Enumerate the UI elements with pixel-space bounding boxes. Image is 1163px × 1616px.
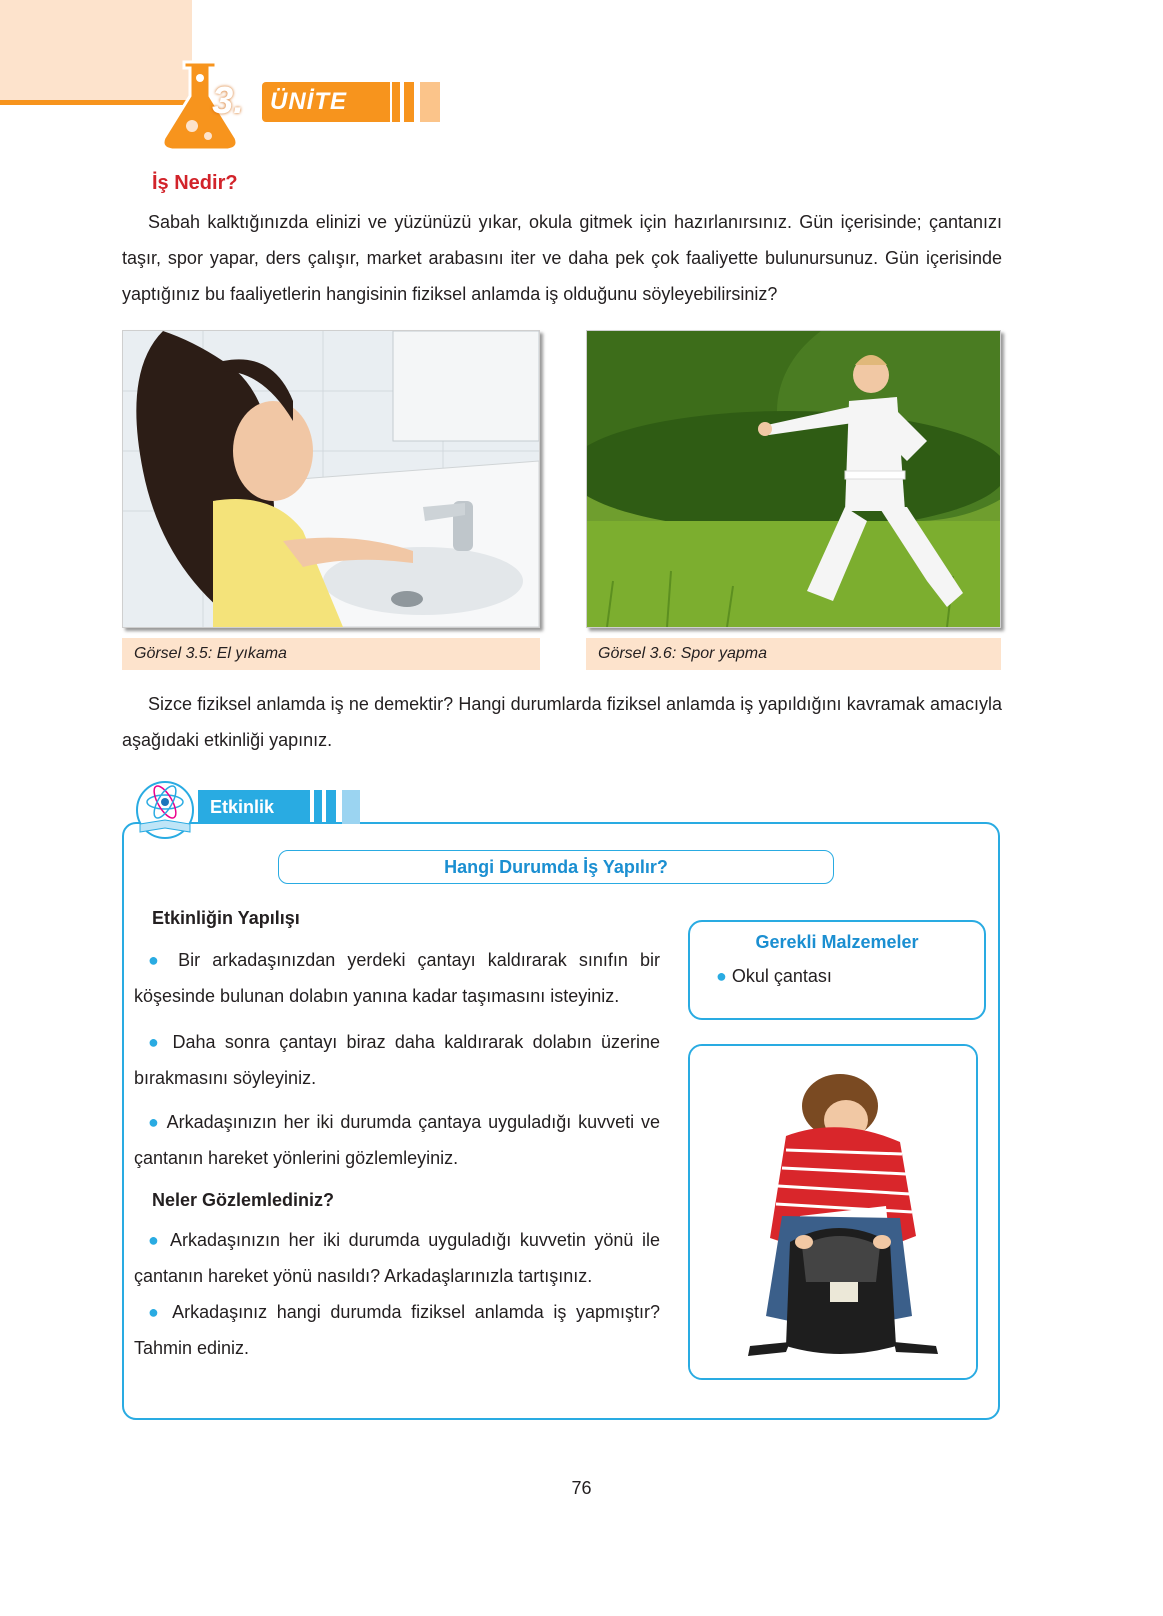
section-title: İş Nedir? — [152, 172, 238, 194]
page-number: 76 — [571, 1478, 592, 1498]
bullet-icon: ● — [148, 1302, 164, 1322]
bullet-icon: ● — [148, 950, 166, 970]
atom-book-icon — [128, 780, 202, 840]
unit-stripe — [420, 82, 440, 122]
activity-stripe — [314, 790, 322, 824]
unit-stripe — [392, 82, 400, 122]
procedure-heading: Etkinliğin Yapılışı — [152, 908, 300, 928]
unit-stripe — [404, 82, 414, 122]
unit-number: 3. — [212, 80, 244, 122]
figure-caption: Görsel 3.6: Spor yapma — [586, 638, 1001, 670]
question-paragraph: Sizce fiziksel anlamda iş ne demektir? Hangi durumlarda fiziksel anlamda iş yapıldığını kavramak amacıyla aşağıdaki etkinliği yapınız. — [122, 694, 1002, 750]
intro-paragraph: Sabah kalktığınızda elinizi ve yüzünüzü yıkar, okula gitmek için hazırlanırsınız. Gün içerisinde; çantanızı taşır, spor yapar, ders çalışır, market arabasını iter ve daha pek çok faaliyette bulunursunuz. Gün içerisinde yaptığınız bu faaliyetlerin hangisinin fiziksel anlamda iş olduğunu söyleyebilirsiniz? — [122, 212, 1002, 304]
observation-heading: Neler Gözlemlediniz? — [152, 1190, 335, 1210]
materials-item: ● Okul çantası — [716, 966, 832, 986]
bullet-icon: ● — [148, 1112, 161, 1132]
procedure-step: ● Arkadaşınızın her iki durumda çantaya uyguladığı kuvveti ve çantanın hareket yönlerini gözlemleyiniz. — [134, 1112, 661, 1168]
unit-label: ÜNİTE — [270, 88, 347, 115]
bullet-icon: ● — [716, 966, 727, 986]
activity-stripe — [326, 790, 336, 824]
figure-caption: Görsel 3.5: El yıkama — [122, 638, 540, 670]
activity-tab: Etkinlik — [198, 790, 310, 824]
bullet-icon: ● — [148, 1230, 163, 1250]
observation-item: ● Arkadaşınızın her iki durumda uyguladığı kuvvetin yönü ile çantanın hareket yönü nasıldı? Arkadaşlarınızla tartışınız. — [134, 1230, 660, 1286]
procedure-step: ● Bir arkadaşınızdan yerdeki çantayı kaldırarak sınıfın bir köşesinde bulunan dolabın yanına kadar taşımasını isteyiniz. — [134, 950, 660, 1006]
procedure-step: ● Daha sonra çantayı biraz daha kaldırarak dolabın üzerine bırakmasını söyleyiniz. — [134, 1032, 660, 1088]
activity-title: Hangi Durumda İş Yapılır? — [278, 850, 834, 884]
boy-backpack-photo — [688, 1044, 978, 1380]
observation-item: ● Arkadaşınız hangi durumda fiziksel anlamda iş yapmıştır? Tahmin ediniz. — [134, 1302, 660, 1358]
karate-photo — [586, 330, 1001, 628]
bullet-icon: ● — [148, 1032, 164, 1052]
hand-washing-photo — [122, 330, 540, 628]
materials-heading: Gerekli Malzemeler — [755, 932, 919, 952]
activity-stripe — [342, 790, 360, 824]
